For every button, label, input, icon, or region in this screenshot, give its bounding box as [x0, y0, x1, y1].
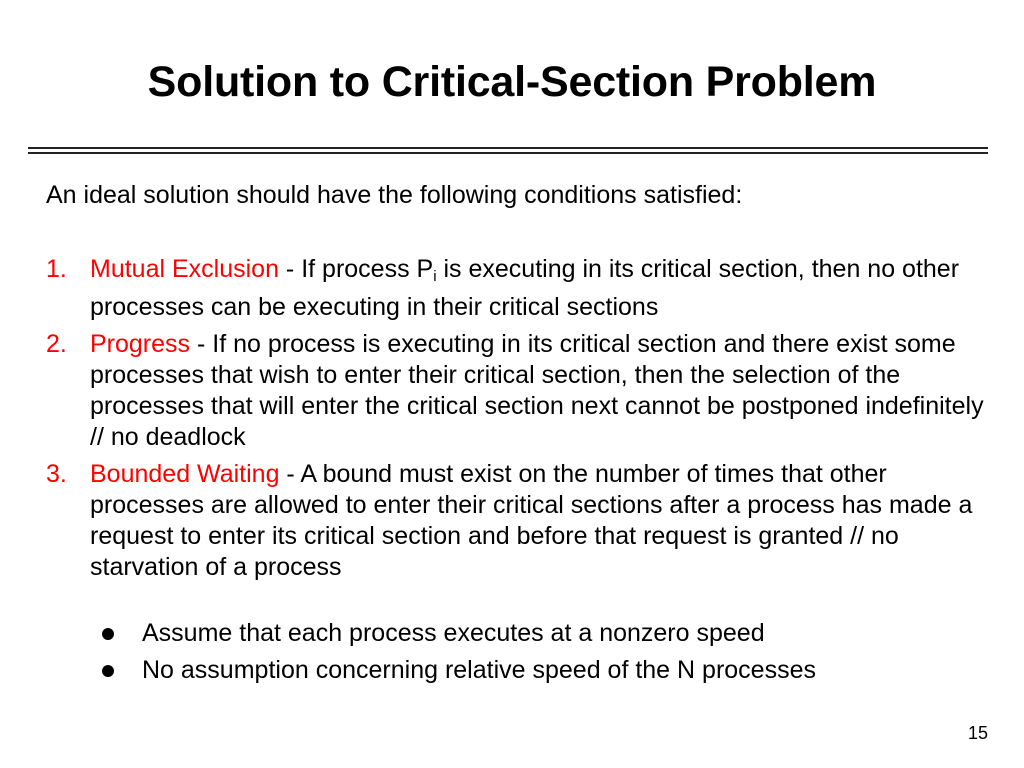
assumption-text: No assumption concerning relative speed of the N processes: [142, 656, 816, 684]
assumption-text: Assume that each process executes at a nonzero speed: [142, 619, 765, 647]
condition-text: - A bound must exist on the number of times that other processes are allowed to enter their critical sections after a process has made a request to enter its critical section and before that request is granted // no starvation of a process: [90, 460, 973, 581]
assumption-item: [96, 655, 816, 686]
condition-term: Progress: [90, 330, 191, 358]
conditions-list: [46, 254, 996, 589]
condition-number: 2.: [46, 330, 67, 358]
title-divider-top: [28, 147, 988, 149]
condition-progress: [46, 329, 996, 453]
bullet-icon: [102, 665, 114, 677]
assumption-item: [96, 618, 816, 649]
slide-title: Solution to Critical-Section Problem: [147, 58, 877, 106]
condition-term: Mutual Exclusion: [90, 255, 279, 283]
page-number: 15: [967, 723, 988, 743]
condition-text: - If no process is executing in its critical section and there exist some processes that wish to enter their critical section, then the selection of the processes that will enter the critical section next cannot be postponed indefinitely // no deadlock: [90, 330, 984, 451]
condition-text-continued: is executing in its critical section, then no other processes can be executing in their critical sections: [90, 255, 960, 321]
title-divider-bottom: [28, 152, 988, 154]
condition-text: - If process P: [278, 255, 434, 283]
condition-number: 3.: [46, 460, 67, 488]
intro-text: An ideal solution should have the following conditions satisfied:: [46, 181, 743, 209]
condition-term: Bounded Waiting: [90, 460, 280, 488]
condition-number: 1.: [46, 255, 67, 283]
process-subscript: i: [433, 268, 437, 285]
assumptions-list: [96, 618, 816, 692]
bullet-icon: [102, 628, 114, 640]
condition-bounded-waiting: [46, 459, 996, 583]
condition-mutual-exclusion: [46, 254, 996, 323]
